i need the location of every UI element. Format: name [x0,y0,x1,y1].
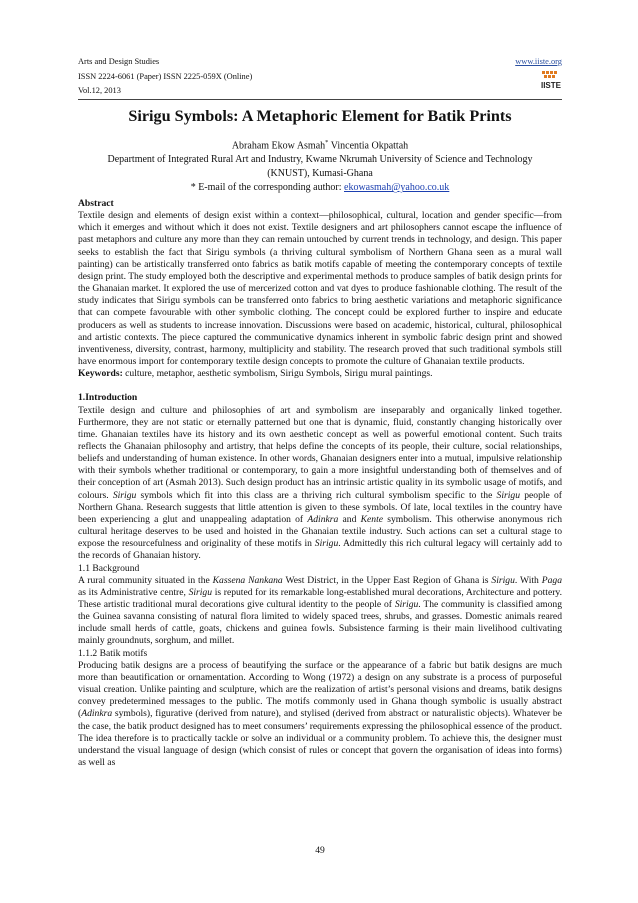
abstract-text: Textile design and elements of design exist within a context—philosophical, cultural, location and gender specific—from which it emerges and without which it does not exist. Textile designers and art philosophers cannot escape the influence of past metaphors and culture any more than they can remain untouched by current trends in technology, and design. This paper seeks to establish the fact that Sirigu symbols (a thriving cultural symbolism of Northern Ghana seen as a mural wall painting) can be artistically transferred onto fabrics as batik motifs capable of meeting the contemporary concepts of textile design print. The study employed both the descriptive and experimental methods to produce samples of batik design prints for the Ghanaian market. It explored the use of mercerized cotton and vat dyes to produce fashionable clothing. The result of the study indicates that Sirigu symbols can be transferred onto fabrics to bring aesthetic variations and metaphoric significance that can compete favourable with other symbolic clothing. The concept could be explored further to inspire and educate producers as well as students to increase innovation. Discussions were based on academic, historical, cultural, philosophical and artistic contexts. The piece captured the communicative dynamics inherent in symbolic fabric design print and showed inventiveness, diversity, contrast, harmony, multiplicity and stability. The research proved that such traditional symbols still have enormous import for contemporary textile design concepts to promote the culture of Ghanaian textile products. [78,210,562,368]
intro-paragraph-1: Textile design and culture and philosophies of art and symbolism are inseparably and organically linked together. Furthermore, they are not static or eternally patterned but one that is dynamic, fluid, constantly changing historically over time. Ghanaian textiles have its history and its own aesthetic concept as well as powerful emotional content. Such traits reflects the Ghanaian philosophy and artistry, that helps define the concepts of its people, their culture, social relationships, beliefs and understanding of human existence. In other words, Ghanaian designers enter into a mutual, impulsive relationship with their symbols whether traditional or contemporary, to gain a more insightful understanding both of themselves and of their conception of art (Asmah 2013). Such design product has an intrinsic artistic quality in its symbolic usage of motifs, and colours. Sirigu symbols which fit into this class are a thriving rich cultural symbolism specific to the Sirigu people of Northern Ghana. Research suggests that little attention is given to these symbols. Of late, local textiles in the country have been experiencing a glut and unappealing adaptation of Adinkra and Kente symbolism. This otherwise anonymous rich cultural heritage deserves to be used and hoisted in the Ghanaian textile industry. Such actions can set a cultural stage to expose the resourcefulness and originality of these motifs in Sirigu. Admittedly this rich cultural legacy will certainly add to the records of Ghanaian history. [78,404,562,562]
author-names [78,136,562,153]
iiste-logo-icon [540,70,562,90]
email-link[interactable]: ekowasmah@yahoo.co.uk [344,182,450,194]
journal-issn: ISSN 2224-6061 (Paper) ISSN 2225-059X (Online) [78,71,253,81]
keywords-text: culture, metaphor, aesthetic symbolism, Sirigu Symbols, Sirigu mural paintings. [122,368,433,380]
batik-motifs-paragraph: Producing batik designs are a process of beautifying the surface or the appearance of a fabric but batik designs are much more than beautification or ornamentation. According to Wong (1972) a design on any substrate is a process of purposeful visual creation. Unlike painting and sculpture, which are the realization of artist’s personal visions and dreams, batik designs convey predetermined messages to the public. The motifs commonly used in Ghana though symbolic is usually abstract (Adinkra symbols), figurative (derived from nature), and stylised (derived from abstract or naturalistic objects). Whatever be the case, the batik product designed has to meet consumers’ requirements expressing the philosophical essence of the product. The idea therefore is to practically tackle or solve an individual or a community problem. To achieve this, the designer must understand the visual language of design (which consist of rules or concept that govern the organisation of ideas into forms) as well as [78,659,562,769]
paper-title: Sirigu Symbols: A Metaphoric Element for Batik Prints [128,107,512,125]
author-block [78,136,562,195]
header-divider [78,99,562,100]
introduction-heading: 1.Introduction [78,392,138,404]
corresponding-marker: * [325,139,329,146]
keywords-line [78,368,562,380]
journal-header [78,55,562,99]
journal-volume: Vol.12, 2013 [78,86,121,95]
author-1: Abraham Ekow Asmah [231,140,326,152]
abstract-heading: Abstract [78,198,114,209]
journal-url-link[interactable]: www.iiste.org [515,57,562,66]
svg-text:IISTE: IISTE [540,81,562,90]
paper-body [78,198,562,769]
batik-motifs-subheading: 1.1.2 Batik motifs [78,647,148,659]
background-paragraph: A rural community situated in the Kassena Nankana West District, in the Upper East Region of Ghana is Sirigu. With Paga as its Administrative centre, Sirigu is reputed for its remarkable long-established mural decorations, Architecture and pottery. These artistic traditional mural decorations give cultural identity to the people of Sirigu. The community is classified among the Guinea savanna consisting of natural flora limited to widely spaced trees, shrubs, and grasses. Domestic animals reared include small herds of cattle, goats, chickens and guinea fowls. Subsistence farming is their main livelihood cultivating mainly groundnuts, sorghum, and millet. [78,574,563,647]
email-label: * E-mail of the corresponding author: [190,182,344,194]
author-2: Vincentia Okpattah [328,140,409,152]
journal-name: Arts and Design Studies [78,57,160,66]
keywords-label: Keywords: [78,368,123,380]
affiliation-line-1: Department of Integrated Rural Art and Industry, Kwame Nkrumah University of Science and Technology [107,154,533,166]
background-subheading: 1.1 Background [78,562,140,574]
page-number: 49 [315,845,325,856]
affiliation-line-2: (KNUST), Kumasi-Ghana [267,168,373,180]
email-line [78,181,562,195]
